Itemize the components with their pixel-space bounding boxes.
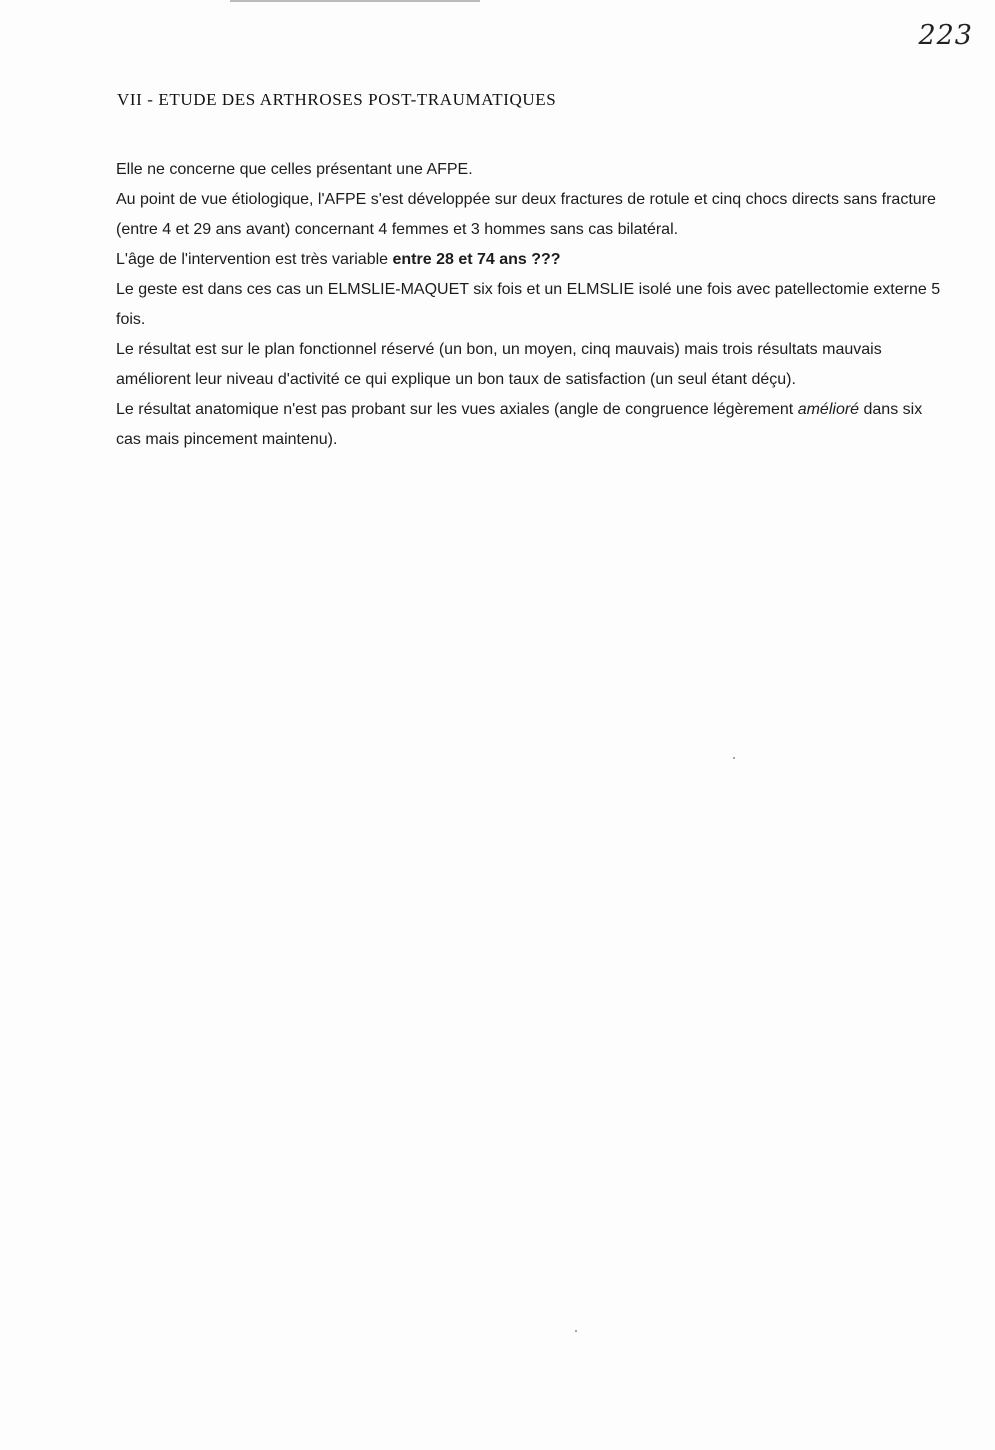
body-text xyxy=(116,155,948,455)
paragraph-1: Elle ne concerne que celles présentant une AFPE. xyxy=(116,161,473,178)
scan-speck xyxy=(575,1330,577,1332)
section-title: VII - ETUDE DES ARTHROSES POST-TRAUMATIQUES xyxy=(117,90,557,109)
scan-speck xyxy=(733,757,735,759)
page-number: 223 xyxy=(918,20,973,51)
paragraph-2: Au point de vue étiologique, l'AFPE s'est développée sur deux fractures de rotule et cinq chocs directs sans fracture (entre 4 et 29 ans avant) concernant 4 femmes et 3 hommes sans cas bilatéral. xyxy=(116,191,936,238)
paragraph-6-text: Le résultat anatomique n'est pas probant sur les vues axiales (angle de congruence légèrement xyxy=(116,401,798,418)
paragraph-3 xyxy=(116,245,948,275)
paragraph-5: Le résultat est sur le plan fonctionnel réservé (un bon, un moyen, cinq mauvais) mais trois résultats mauvais améliorent leur niveau d'activité ce qui explique un bon taux de satisfaction (un seul étant déçu). xyxy=(116,341,882,388)
paragraph-6-end: dans six cas mais pincement maintenu). xyxy=(116,401,923,448)
paragraph-6 xyxy=(116,395,948,455)
paragraph-4: Le geste est dans ces cas un ELMSLIE-MAQUET six fois et un ELMSLIE isolé une fois avec patellectomie externe 5 fois. xyxy=(116,281,941,328)
paragraph-3-emphasis: entre 28 et 74 ans ??? xyxy=(392,251,561,268)
paragraph-3-text: L'âge de l'intervention est très variable xyxy=(116,251,393,268)
scan-artifact xyxy=(230,0,480,2)
paragraph-6-italic: amélioré xyxy=(797,401,860,418)
